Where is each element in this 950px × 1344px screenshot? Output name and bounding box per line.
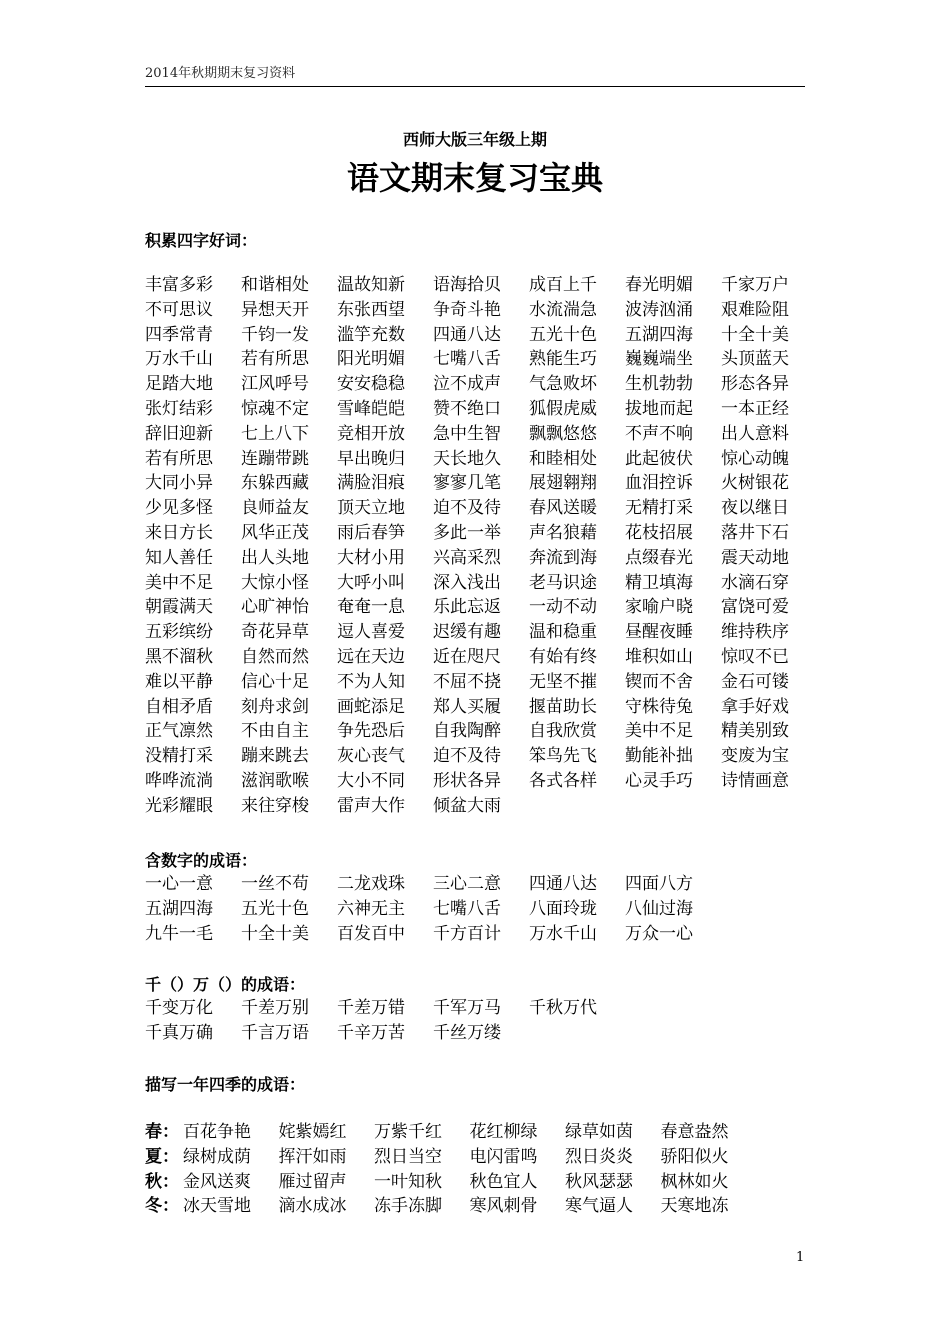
word-item: 精美别致 bbox=[721, 721, 789, 742]
word-item: 五湖四海 bbox=[625, 324, 693, 345]
word-item: 和睦相处 bbox=[529, 448, 597, 469]
word-item: 百花争艳 bbox=[183, 1122, 251, 1142]
word-item: 若有所思 bbox=[241, 349, 309, 370]
word-item: 千辛万苦 bbox=[337, 1022, 405, 1043]
word-item: 三心二意 bbox=[433, 874, 501, 894]
word-item: 枫林如火 bbox=[660, 1171, 729, 1192]
word-item: 春光明媚 bbox=[625, 275, 693, 295]
word-item: 七嘴八舌 bbox=[433, 898, 501, 919]
word-item: 迟缓有趣 bbox=[433, 622, 501, 643]
word-item: 秋色宜人 bbox=[469, 1171, 538, 1192]
word-item: 形态各异 bbox=[721, 374, 789, 395]
page-number: 1 bbox=[796, 1250, 805, 1265]
word-item: 千军万马 bbox=[433, 998, 501, 1018]
word-item: 不由自主 bbox=[241, 721, 309, 742]
word-item: 此起彼伏 bbox=[625, 448, 693, 469]
word-item: 满脸泪痕 bbox=[337, 473, 405, 494]
word-item: 千真万确 bbox=[145, 1022, 213, 1043]
number-idiom-grid bbox=[145, 872, 721, 946]
word-item: 出人意料 bbox=[721, 423, 789, 444]
season-row bbox=[145, 1170, 756, 1195]
section-heading-qian-wan: 千（）万（）的成语： bbox=[145, 975, 306, 994]
word-item: 成百上千 bbox=[529, 275, 597, 295]
word-item: 五彩缤纷 bbox=[145, 622, 213, 643]
word-item: 早出晚归 bbox=[337, 448, 405, 469]
word-item: 金风送爽 bbox=[183, 1171, 251, 1192]
word-item: 雷声大作 bbox=[337, 795, 405, 816]
word-item: 不声不响 bbox=[625, 423, 693, 444]
word-item: 无坚不摧 bbox=[529, 671, 597, 692]
season-label: 春： bbox=[145, 1122, 179, 1142]
word-item: 冻手冻脚 bbox=[374, 1196, 442, 1217]
word-item: 自我欣赏 bbox=[529, 721, 597, 742]
word-item: 良师益友 bbox=[241, 498, 309, 519]
word-item: 不为人知 bbox=[337, 671, 405, 692]
word-item: 辞旧迎新 bbox=[145, 423, 213, 444]
word-item: 春风送暖 bbox=[529, 498, 597, 519]
word-item: 守株待兔 bbox=[625, 696, 693, 717]
word-item: 丰富多彩 bbox=[145, 275, 213, 295]
word-item: 温和稳重 bbox=[529, 622, 597, 643]
word-item: 夜以继日 bbox=[721, 498, 789, 519]
word-item: 大小不同 bbox=[337, 770, 405, 791]
season-row bbox=[145, 1120, 756, 1145]
word-item: 天长地久 bbox=[433, 448, 501, 469]
word-item: 生机勃勃 bbox=[625, 374, 693, 395]
word-item: 画蛇添足 bbox=[337, 696, 405, 717]
season-row bbox=[145, 1145, 756, 1170]
word-item: 一丝不苟 bbox=[241, 874, 309, 894]
word-item: 姹紫嫣红 bbox=[278, 1122, 347, 1142]
word-item: 十全十美 bbox=[241, 923, 309, 944]
word-item: 展翅翱翔 bbox=[529, 473, 597, 494]
word-item: 近在咫尺 bbox=[433, 646, 501, 667]
word-item: 绿草如茵 bbox=[565, 1122, 633, 1142]
word-item: 一动不动 bbox=[529, 597, 597, 618]
word-item: 千丝万缕 bbox=[433, 1022, 501, 1043]
word-item: 兴高采烈 bbox=[433, 547, 501, 568]
section-heading-four-char: 积累四字好词： bbox=[145, 231, 258, 250]
word-item: 点缀春光 bbox=[625, 547, 693, 568]
word-item: 四通八达 bbox=[433, 324, 501, 345]
four-char-word-grid bbox=[145, 273, 817, 819]
word-item: 迫不及待 bbox=[433, 498, 501, 519]
word-item: 难以平静 bbox=[145, 671, 213, 692]
word-item: 各式各样 bbox=[529, 770, 597, 791]
word-item: 金石可镂 bbox=[721, 671, 789, 692]
word-item: 大呼小叫 bbox=[337, 572, 405, 593]
word-item: 电闪雷鸣 bbox=[469, 1146, 538, 1167]
word-item: 巍巍端坐 bbox=[625, 349, 693, 370]
word-item: 昼醒夜睡 bbox=[625, 622, 693, 643]
section-heading-numbers: 含数字的成语： bbox=[145, 851, 258, 870]
word-item: 四面八方 bbox=[625, 874, 693, 894]
word-item: 艰难险阻 bbox=[721, 299, 789, 320]
word-item: 老马识途 bbox=[529, 572, 597, 593]
word-item: 气急败坏 bbox=[529, 374, 597, 395]
word-item: 奄奄一息 bbox=[337, 597, 405, 618]
word-item: 堆积如山 bbox=[625, 646, 693, 667]
word-item: 声名狼藉 bbox=[529, 522, 597, 543]
word-item: 锲而不舍 bbox=[625, 671, 693, 692]
word-item: 形状各异 bbox=[433, 770, 501, 791]
word-item: 变废为宝 bbox=[721, 746, 789, 767]
word-item: 寒风刺骨 bbox=[469, 1196, 538, 1217]
word-item: 异想天开 bbox=[241, 299, 309, 320]
word-item: 滴水成冰 bbox=[278, 1196, 347, 1217]
word-item: 雪峰皑皑 bbox=[337, 398, 405, 419]
word-item: 万水千山 bbox=[145, 349, 213, 370]
season-label: 冬： bbox=[145, 1196, 179, 1217]
section-heading-seasons: 描写一年四季的成语： bbox=[145, 1075, 306, 1094]
word-item: 蹦来跳去 bbox=[241, 746, 309, 767]
word-item: 头顶蓝天 bbox=[721, 349, 789, 370]
word-item: 争奇斗艳 bbox=[433, 299, 501, 320]
word-item: 波涛汹涌 bbox=[625, 299, 693, 320]
word-item: 若有所思 bbox=[145, 448, 213, 469]
word-item: 飘飘悠悠 bbox=[529, 423, 597, 444]
word-item: 惊魂不定 bbox=[241, 398, 309, 419]
word-item: 惊心动魄 bbox=[721, 448, 789, 469]
word-item: 滥竽充数 bbox=[337, 324, 405, 345]
word-item: 七上八下 bbox=[241, 423, 309, 444]
word-item: 五湖四海 bbox=[145, 898, 213, 919]
word-item: 黑不溜秋 bbox=[145, 646, 213, 667]
word-item: 自我陶醉 bbox=[433, 721, 501, 742]
word-item: 没精打采 bbox=[145, 746, 213, 767]
word-item: 正气凛然 bbox=[145, 721, 213, 742]
word-item: 惊叹不已 bbox=[721, 646, 789, 667]
word-item: 拔地而起 bbox=[625, 398, 693, 419]
word-item: 顶天立地 bbox=[337, 498, 405, 519]
word-item: 万众一心 bbox=[625, 923, 693, 944]
word-item: 美中不足 bbox=[625, 721, 693, 742]
word-item: 寒气逼人 bbox=[565, 1196, 633, 1217]
word-item: 倾盆大雨 bbox=[433, 795, 501, 816]
word-item: 笨鸟先飞 bbox=[529, 746, 597, 767]
word-item: 寥寥几笔 bbox=[433, 473, 501, 494]
word-item: 八仙过海 bbox=[625, 898, 693, 919]
word-item: 春意盎然 bbox=[660, 1122, 729, 1142]
word-item: 出人头地 bbox=[241, 547, 309, 568]
word-item: 狐假虎威 bbox=[529, 398, 597, 419]
word-item: 血泪控诉 bbox=[625, 473, 693, 494]
word-item: 熟能生巧 bbox=[529, 349, 597, 370]
word-item: 和谐相处 bbox=[241, 275, 309, 295]
word-item: 逗人喜爱 bbox=[337, 622, 405, 643]
word-item: 深入浅出 bbox=[433, 572, 501, 593]
word-item: 拿手好戏 bbox=[721, 696, 789, 717]
word-item: 足踏大地 bbox=[145, 374, 213, 395]
word-item: 东张西望 bbox=[337, 299, 405, 320]
word-item: 刻舟求剑 bbox=[241, 696, 309, 717]
word-item: 朝霞满天 bbox=[145, 597, 213, 618]
word-item: 东躲西藏 bbox=[241, 473, 309, 494]
word-item: 五光十色 bbox=[529, 324, 597, 345]
word-item: 维持秩序 bbox=[721, 622, 789, 643]
word-item: 骄阳似火 bbox=[660, 1146, 729, 1167]
word-item: 八面玲珑 bbox=[529, 898, 597, 919]
word-item: 不屈不挠 bbox=[433, 671, 501, 692]
word-item: 揠苗助长 bbox=[529, 696, 597, 717]
word-item: 美中不足 bbox=[145, 572, 213, 593]
word-item: 无精打采 bbox=[625, 498, 693, 519]
word-item: 多此一举 bbox=[433, 522, 501, 543]
word-item: 烈日炎炎 bbox=[565, 1146, 633, 1167]
word-item: 千言万语 bbox=[241, 1022, 309, 1043]
word-item: 一心一意 bbox=[145, 874, 213, 894]
word-item: 勤能补拙 bbox=[625, 746, 693, 767]
word-item: 大材小用 bbox=[337, 547, 405, 568]
word-item: 灰心丧气 bbox=[337, 746, 405, 767]
word-item: 郑人买履 bbox=[433, 696, 501, 717]
page-header: 2014年秋期期末复习资料 bbox=[145, 62, 805, 87]
word-item: 泣不成声 bbox=[433, 374, 501, 395]
word-item: 富饶可爱 bbox=[721, 597, 789, 618]
word-item: 绿树成荫 bbox=[183, 1146, 251, 1167]
word-item: 竞相开放 bbox=[337, 423, 405, 444]
word-item: 四通八达 bbox=[529, 874, 597, 894]
word-item: 十全十美 bbox=[721, 324, 789, 345]
word-item: 迫不及待 bbox=[433, 746, 501, 767]
word-item: 乐此忘返 bbox=[433, 597, 501, 618]
word-item: 千差万错 bbox=[337, 998, 405, 1018]
document-subtitle: 西师大版三年级上期 bbox=[402, 130, 547, 149]
word-item: 有始有终 bbox=[529, 646, 597, 667]
word-item: 心旷神怡 bbox=[241, 597, 309, 618]
word-item: 远在天边 bbox=[337, 646, 405, 667]
word-item: 自然而然 bbox=[241, 646, 309, 667]
word-item: 千钧一发 bbox=[241, 324, 309, 345]
word-item: 天寒地冻 bbox=[660, 1196, 729, 1217]
word-item: 知人善任 bbox=[145, 547, 213, 568]
word-item: 千方百计 bbox=[433, 923, 501, 944]
word-item: 安安稳稳 bbox=[337, 374, 405, 395]
word-item: 来往穿梭 bbox=[241, 795, 309, 816]
word-item: 不可思议 bbox=[145, 299, 213, 320]
word-item: 万紫千红 bbox=[374, 1122, 442, 1142]
word-item: 百发百中 bbox=[337, 923, 405, 944]
word-item: 语海拾贝 bbox=[433, 275, 501, 295]
word-item: 六神无主 bbox=[337, 898, 405, 919]
word-item: 信心十足 bbox=[241, 671, 309, 692]
word-item: 千变万化 bbox=[145, 998, 213, 1018]
word-item: 哗哗流淌 bbox=[145, 770, 213, 791]
word-item: 五光十色 bbox=[241, 898, 309, 919]
word-item: 连蹦带跳 bbox=[241, 448, 309, 469]
word-item: 少见多怪 bbox=[145, 498, 213, 519]
word-item: 千秋万代 bbox=[529, 998, 597, 1018]
season-label: 秋： bbox=[145, 1171, 179, 1192]
word-item: 赞不绝口 bbox=[433, 398, 501, 419]
word-item: 落井下石 bbox=[721, 522, 789, 543]
word-item: 震天动地 bbox=[721, 547, 789, 568]
word-item: 千家万户 bbox=[721, 275, 789, 295]
document-title: 语文期末复习宝典 bbox=[346, 159, 603, 197]
word-item: 自相矛盾 bbox=[145, 696, 213, 717]
word-item: 雨后春笋 bbox=[337, 522, 405, 543]
qian-wan-idiom-grid bbox=[145, 996, 625, 1046]
word-item: 水滴石穿 bbox=[721, 572, 789, 593]
word-item: 花枝招展 bbox=[625, 522, 693, 543]
word-item: 争先恐后 bbox=[337, 721, 405, 742]
word-item: 冰天雪地 bbox=[183, 1196, 251, 1217]
word-item: 阳光明媚 bbox=[337, 349, 405, 370]
word-item: 大同小异 bbox=[145, 473, 213, 494]
word-item: 精卫填海 bbox=[625, 572, 693, 593]
word-item: 大惊小怪 bbox=[241, 572, 309, 593]
word-item: 奇花异草 bbox=[241, 622, 309, 643]
word-item: 千差万别 bbox=[241, 998, 309, 1018]
word-item: 万水千山 bbox=[529, 923, 597, 944]
word-item: 张灯结彩 bbox=[145, 398, 213, 419]
word-item: 一本正经 bbox=[721, 398, 789, 419]
season-row bbox=[145, 1194, 756, 1219]
word-item: 花红柳绿 bbox=[469, 1122, 538, 1142]
word-item: 急中生智 bbox=[433, 423, 501, 444]
word-item: 来日方长 bbox=[145, 522, 213, 543]
word-item: 滋润歌喉 bbox=[241, 770, 309, 791]
word-item: 一叶知秋 bbox=[374, 1171, 442, 1192]
word-item: 挥汗如雨 bbox=[278, 1146, 347, 1167]
word-item: 烈日当空 bbox=[374, 1146, 442, 1167]
word-item: 奔流到海 bbox=[529, 547, 597, 568]
word-item: 火树银花 bbox=[721, 473, 789, 494]
word-item: 水流湍急 bbox=[529, 299, 597, 320]
word-item: 家喻户晓 bbox=[625, 597, 693, 618]
word-item: 雁过留声 bbox=[278, 1171, 347, 1192]
word-item: 心灵手巧 bbox=[625, 770, 693, 791]
word-item: 温故知新 bbox=[337, 275, 405, 295]
word-item: 九牛一毛 bbox=[145, 923, 213, 944]
word-item: 二龙戏珠 bbox=[337, 874, 405, 894]
word-item: 风华正茂 bbox=[241, 522, 309, 543]
word-item: 江风呼号 bbox=[241, 374, 309, 395]
word-item: 七嘴八舌 bbox=[433, 349, 501, 370]
season-label: 夏： bbox=[145, 1146, 179, 1167]
word-item: 光彩耀眼 bbox=[145, 795, 213, 816]
word-item: 诗情画意 bbox=[721, 770, 789, 791]
word-item: 四季常青 bbox=[145, 324, 213, 345]
word-item: 秋风瑟瑟 bbox=[565, 1171, 633, 1192]
